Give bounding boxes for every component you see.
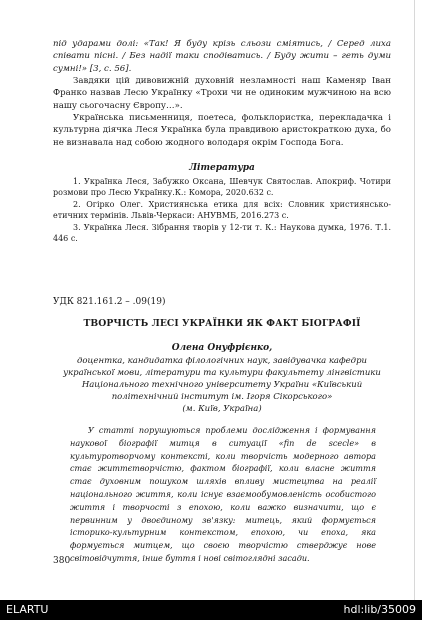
references-list [53,176,391,244]
page-number: 380 [53,556,71,566]
repository-label: ELARTU [6,603,49,616]
body-paragraph: Українська письменниця, поетеса, фольклористка, перекладачка і культурна діячка Леся Українка була правдивою аристократкою духа, бо не визнавала над собою жодного володаря окрім Господа Бога. [53,113,391,148]
udc-code: УДК 821.161.2 – .09(19) [53,297,166,307]
footer-bar [0,600,422,620]
author-name: Олена Онуфрієнко, [171,343,273,353]
references-heading: Література [189,163,255,173]
document-page [10,0,415,600]
article-abstract: У статті порушуються проблеми дослідження і формування наукової біографії митця в ситуації «fin de scecle» в культуротворчому контексті, коли творчість модерного автора стає життєтворчістю, фактом біографії, коли власне життя стає духовним пошуком шляхів впливу мистецтва на реалії національного життя, коли існує взаємообумовленість особистого життя і творчості з епохою, коли важко визначити, що є первинним у двоєдиному зв'язку: митець, який формується історико-культурним контекстом, епохою, чи епоха, яка формується митцем, що своєю творчістю стверджує нове світовідчуття, інше буття і нові світоглядні засади. [70,425,376,563]
reference-item: 2. Огірко Олег. Християнська етика для всіх: Словник християнсько-етичних термінів. Львів-Черкаси: АНУВМБ, 2016.273 с. [53,199,391,221]
body-paragraph: Завдяки цій дивовижній духовній незламності наш Каменяр Іван Франко назвав Лесю Українку «Трохи чи не одиноким мужчиною на всю нашу сьогочасну Європу…». [53,76,391,111]
author-affiliation: доцентка, кандидатка філологічних наук, завідувачка кафедри української мови, літератури та культури факультету лінгвістики Національного технічного університету України «Київський політехнічний інститут ім. Ігоря Сікорського» [63,356,381,402]
quote-paragraph: під ударами долі: «Так! Я буду крізь сльози сміятись, / Серед лиха співати пісні. / Без надії таки сподіватись. / Буду жити – геть думи сумні!» [3, с. 56]. [53,39,391,74]
reference-item: 1. Українка Леся, Забужко Оксана, Шевчук Святослав. Апокриф. Чотири розмови про Лесю Українку.К.: Комора, 2020.632 с. [53,177,391,198]
handle-link[interactable]: hdl:lib/35009 [343,603,416,616]
reference-item: 3. Українка Леся. Зібрання творів у 12-ти т. К.: Наукова думка, 1976. Т.1. 446 с. [53,222,391,244]
author-city: (м. Київ, Україна) [182,404,262,414]
article-title: ТВОРЧІСТЬ ЛЕСІ УКРАЇНКИ ЯК ФАКТ БІОГРАФІЇ [83,318,361,329]
